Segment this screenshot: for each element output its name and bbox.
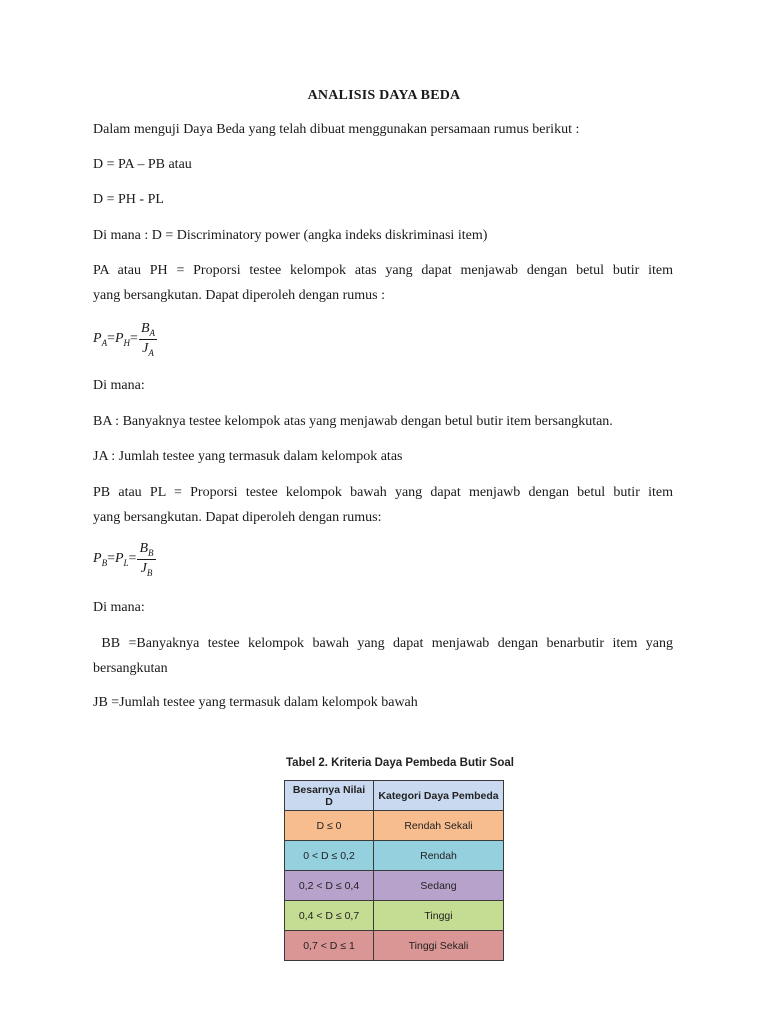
- equation-d-ph-pl: D = PH - PL: [93, 192, 164, 207]
- cell-category: Sedang: [374, 871, 504, 901]
- paragraph-pb-line-1: PB atau PL = Proporsi testee kelompok bawah yang dapat menjawb dengan betul butir item: [93, 485, 673, 500]
- cell-category: Tinggi: [374, 901, 504, 931]
- table-caption: Tabel 2. Kriteria Daya Pembeda Butir Soal: [286, 757, 514, 769]
- table-row: [285, 901, 504, 931]
- table-header-row: [285, 781, 504, 811]
- cell-range: D ≤ 0: [285, 811, 374, 841]
- formula-pb: $P_B=P_L=$ $\frac{B_B}{J_B}$: [93, 541, 154, 578]
- paragraph-pa: [93, 258, 673, 308]
- cell-category: Tinggi Sekali: [374, 931, 504, 961]
- table-row: [285, 931, 504, 961]
- criteria-table: [284, 780, 504, 961]
- label-dimana-2: Di mana:: [93, 600, 145, 615]
- fraction-ba-ja: $\frac{B_A}{J_A}$: [140, 321, 155, 358]
- header-kategori: Kategori Daya Pembeda: [374, 781, 504, 811]
- formula-pa: $P_A=P_H=$ $\frac{B_A}{J_A}$: [93, 321, 155, 358]
- paragraph-bb: [93, 631, 673, 681]
- definition-ba: BA : Banyaknya testee kelompok atas yang menjawab dengan betul butir item bersangkutan.: [93, 414, 613, 429]
- cell-range: 0,7 < D ≤ 1: [285, 931, 374, 961]
- header-nilai-d: Besarnya Nilai D: [285, 781, 374, 811]
- cell-range: 0 < D ≤ 0,2: [285, 841, 374, 871]
- label-dimana-1: Di mana:: [93, 378, 145, 393]
- fraction-bb-jb: $\frac{B_B}{J_B}$: [139, 541, 154, 578]
- page-title: ANALISIS DAYA BEDA: [307, 88, 461, 103]
- definition-jb: JB =Jumlah testee yang termasuk dalam kelompok bawah: [93, 695, 418, 710]
- paragraph-pb: [93, 480, 673, 530]
- cell-category: Rendah: [374, 841, 504, 871]
- equation-d-pa-pb: D = PA – PB atau: [93, 157, 192, 172]
- intro-text: Dalam menguji Daya Beda yang telah dibuat menggunakan persamaan rumus berikut :: [93, 122, 580, 137]
- paragraph-pa-line-2: yang bersangkutan. Dapat diperoleh dengan rumus :: [93, 288, 385, 303]
- definition-d: Di mana : D = Discriminatory power (angka indeks diskriminasi item): [93, 228, 488, 243]
- table-row: [285, 871, 504, 901]
- cell-category: Rendah Sekali: [374, 811, 504, 841]
- cell-range: 0,4 < D ≤ 0,7: [285, 901, 374, 931]
- table-row: [285, 841, 504, 871]
- paragraph-pa-line-1: PA atau PH = Proporsi testee kelompok atas yang dapat menjawab dengan betul butir item: [93, 263, 673, 278]
- definition-bb-line-1: BB =Banyaknya testee kelompok bawah yang dapat menjawab dengan benarbutir item yang: [93, 636, 673, 651]
- paragraph-pb-line-2: yang bersangkutan. Dapat diperoleh dengan rumus:: [93, 510, 382, 525]
- definition-bb-line-2: bersangkutan: [93, 661, 168, 676]
- table-row: [285, 811, 504, 841]
- cell-range: 0,2 < D ≤ 0,4: [285, 871, 374, 901]
- definition-ja: JA : Jumlah testee yang termasuk dalam kelompok atas: [93, 449, 403, 464]
